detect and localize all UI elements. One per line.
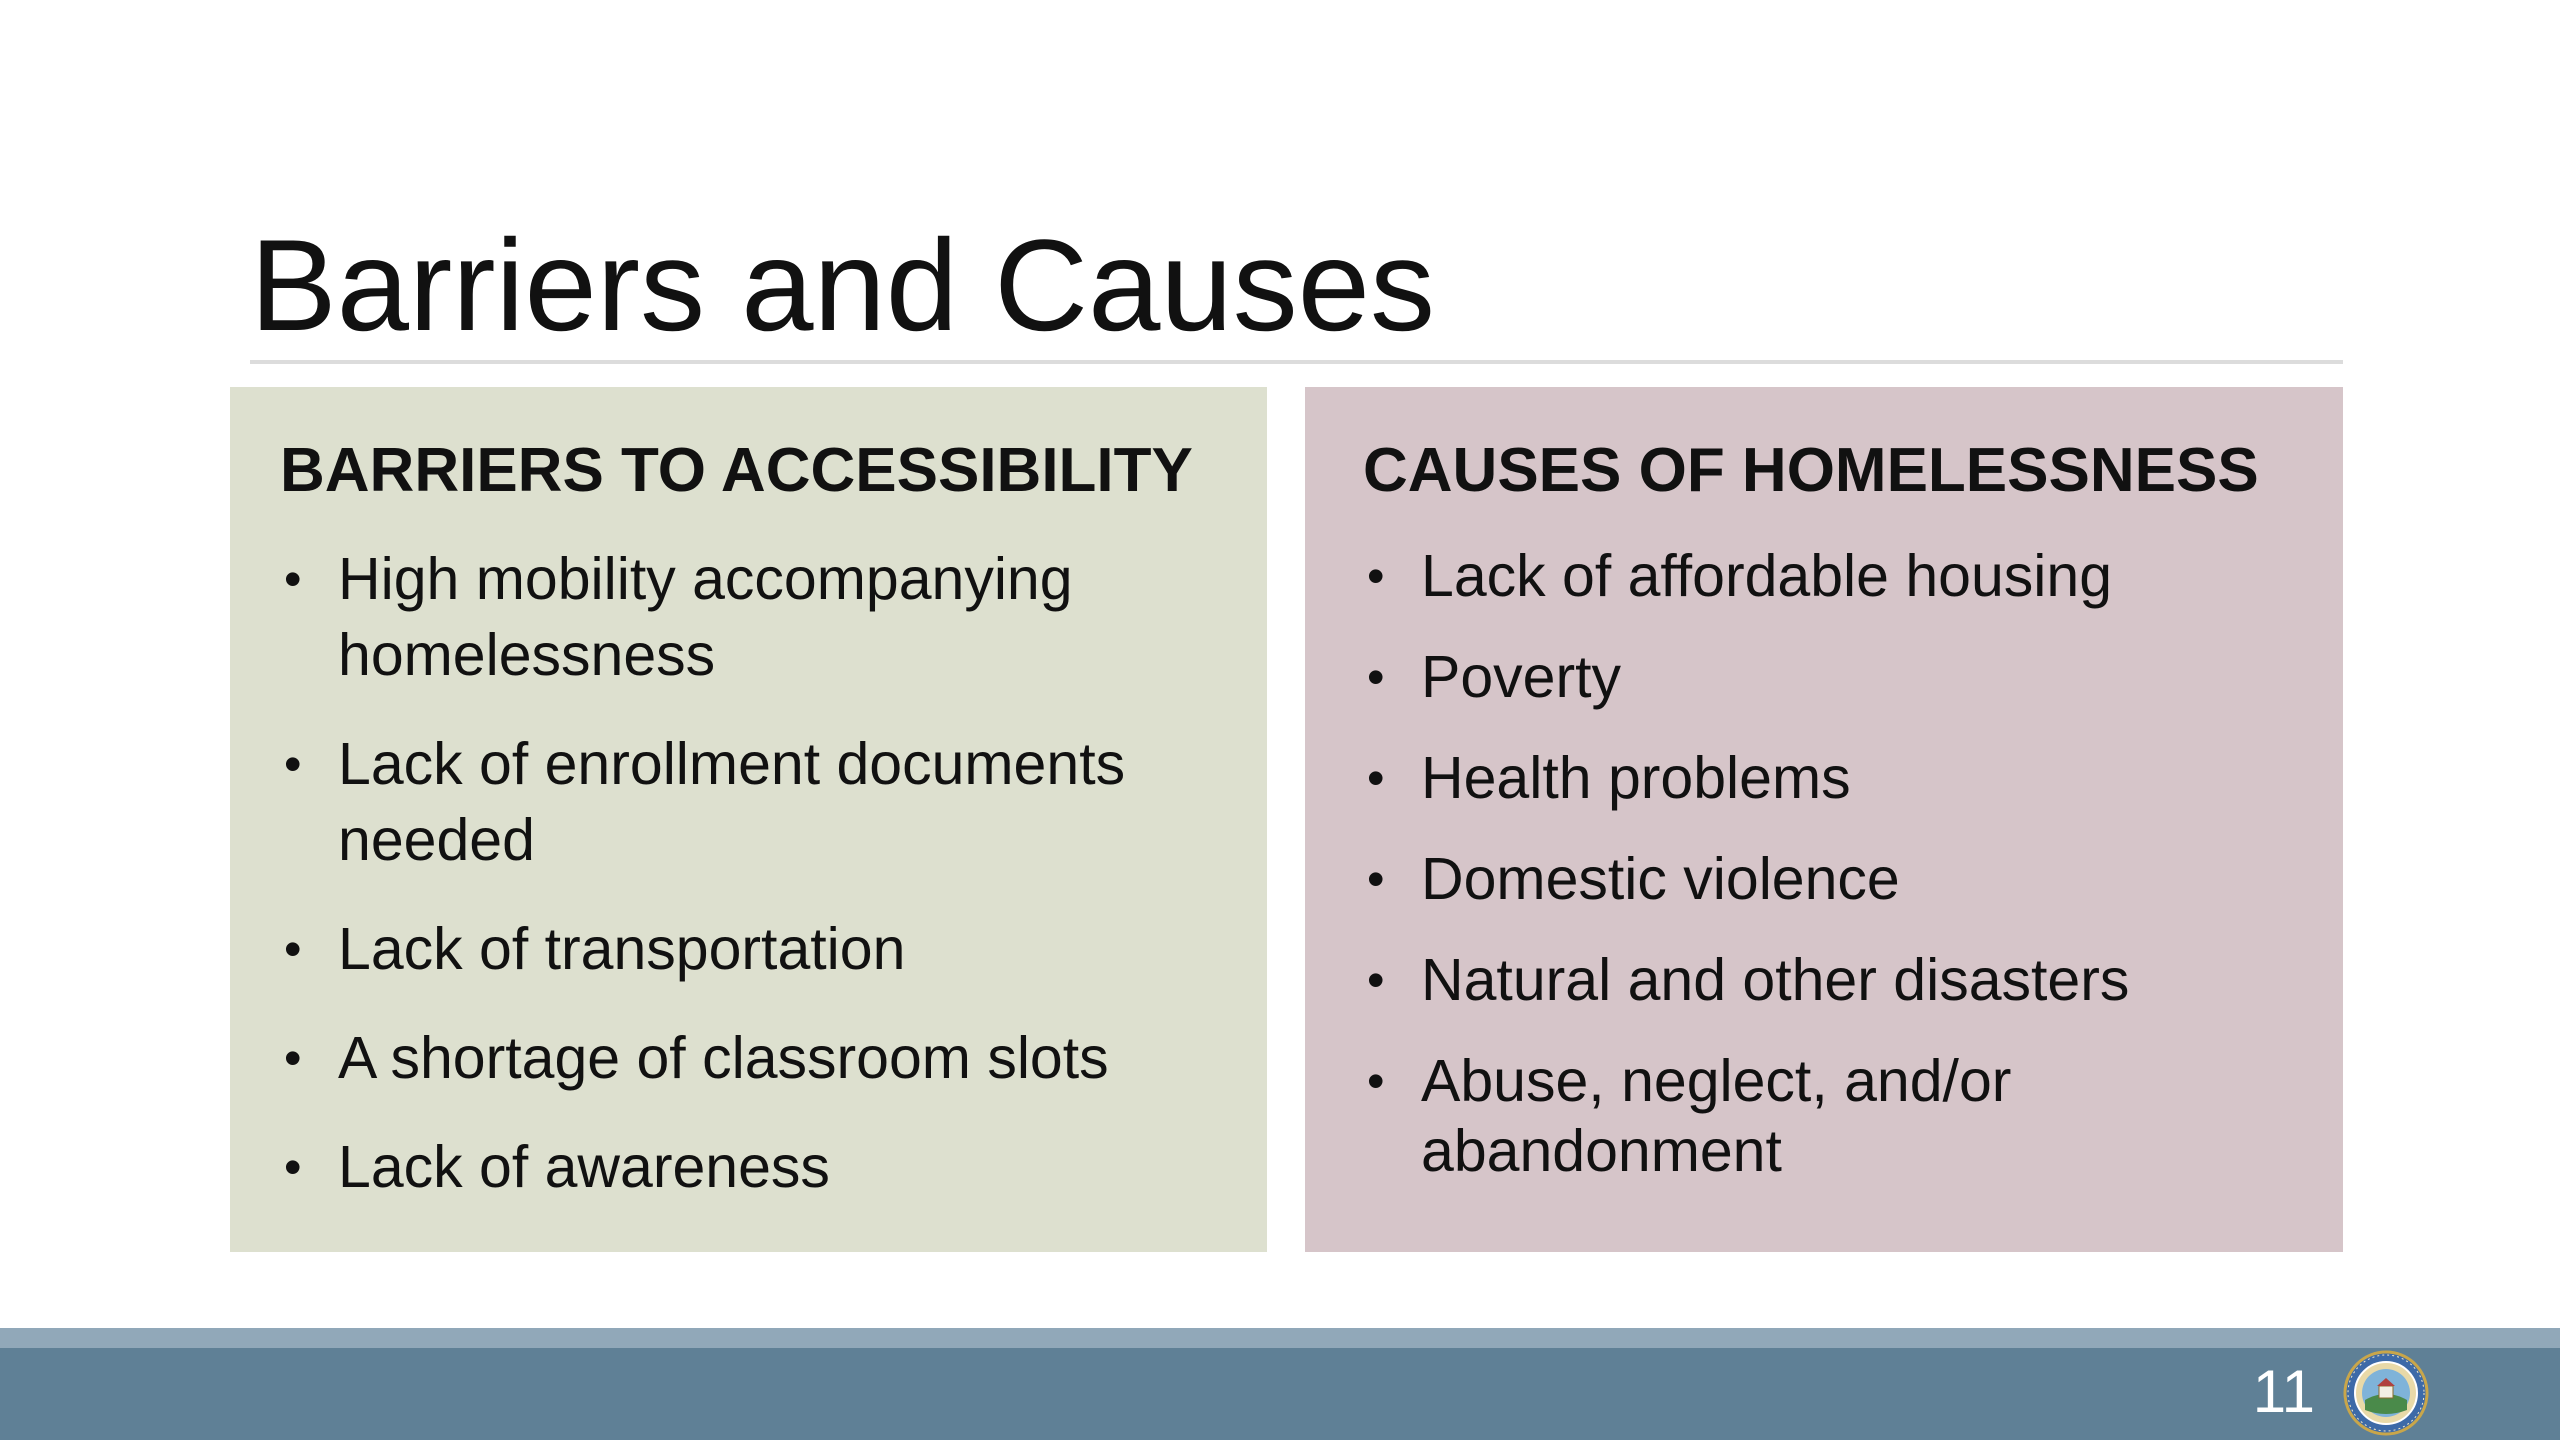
list-item-text: Health problems [1421, 745, 1851, 811]
causes-list [1363, 541, 2303, 1186]
list-item-text: Lack of enrollment documents needed [338, 731, 1126, 873]
list-item-text: Abuse, neglect, and/or abandonment [1421, 1048, 2012, 1184]
bullet-icon: • [284, 736, 302, 792]
bullet-icon: • [284, 1030, 302, 1086]
list-item-text: Lack of transportation [338, 916, 906, 982]
barriers-list [280, 541, 1227, 1205]
list-item [1363, 844, 2303, 914]
state-seal-icon [2343, 1350, 2429, 1436]
list-item [1363, 642, 2303, 712]
bullet-icon: • [284, 1139, 302, 1195]
list-item [1363, 945, 2303, 1015]
list-item-text: Natural and other disasters [1421, 947, 2130, 1013]
footer-bar [0, 1348, 2560, 1440]
barriers-heading: BARRIERS TO ACCESSIBILITY [280, 436, 1193, 505]
bullet-icon: • [1367, 548, 1385, 604]
bullet-icon: • [284, 551, 302, 607]
footer-stripe [0, 1328, 2560, 1348]
list-item [1363, 743, 2303, 813]
bullet-icon: • [1367, 851, 1385, 907]
causes-panel [1305, 387, 2343, 1252]
list-item-text: Lack of awareness [338, 1134, 830, 1200]
list-item [280, 726, 1227, 878]
list-item [280, 541, 1227, 693]
list-item [1363, 541, 2303, 611]
list-item [1363, 1046, 2303, 1186]
barriers-panel [230, 387, 1267, 1252]
causes-heading: CAUSES OF HOMELESSNESS [1363, 436, 2259, 505]
slide-title: Barriers and Causes [250, 212, 1435, 358]
list-item-text: Poverty [1421, 644, 1622, 710]
list-item-text: High mobility accompanying homelessness [338, 546, 1073, 688]
list-item [280, 1020, 1227, 1096]
list-item [280, 1129, 1227, 1205]
list-item-text: Lack of affordable housing [1421, 543, 2113, 609]
list-item [280, 911, 1227, 987]
bullet-icon: • [1367, 750, 1385, 806]
title-divider [250, 360, 2343, 364]
list-item-text: A shortage of classroom slots [338, 1025, 1109, 1091]
list-item-text: Domestic violence [1421, 846, 1900, 912]
bullet-icon: • [1367, 1053, 1385, 1109]
page-number: 11 [2252, 1358, 2315, 1425]
bullet-icon: • [1367, 649, 1385, 705]
bullet-icon: • [284, 921, 302, 977]
bullet-icon: • [1367, 952, 1385, 1008]
